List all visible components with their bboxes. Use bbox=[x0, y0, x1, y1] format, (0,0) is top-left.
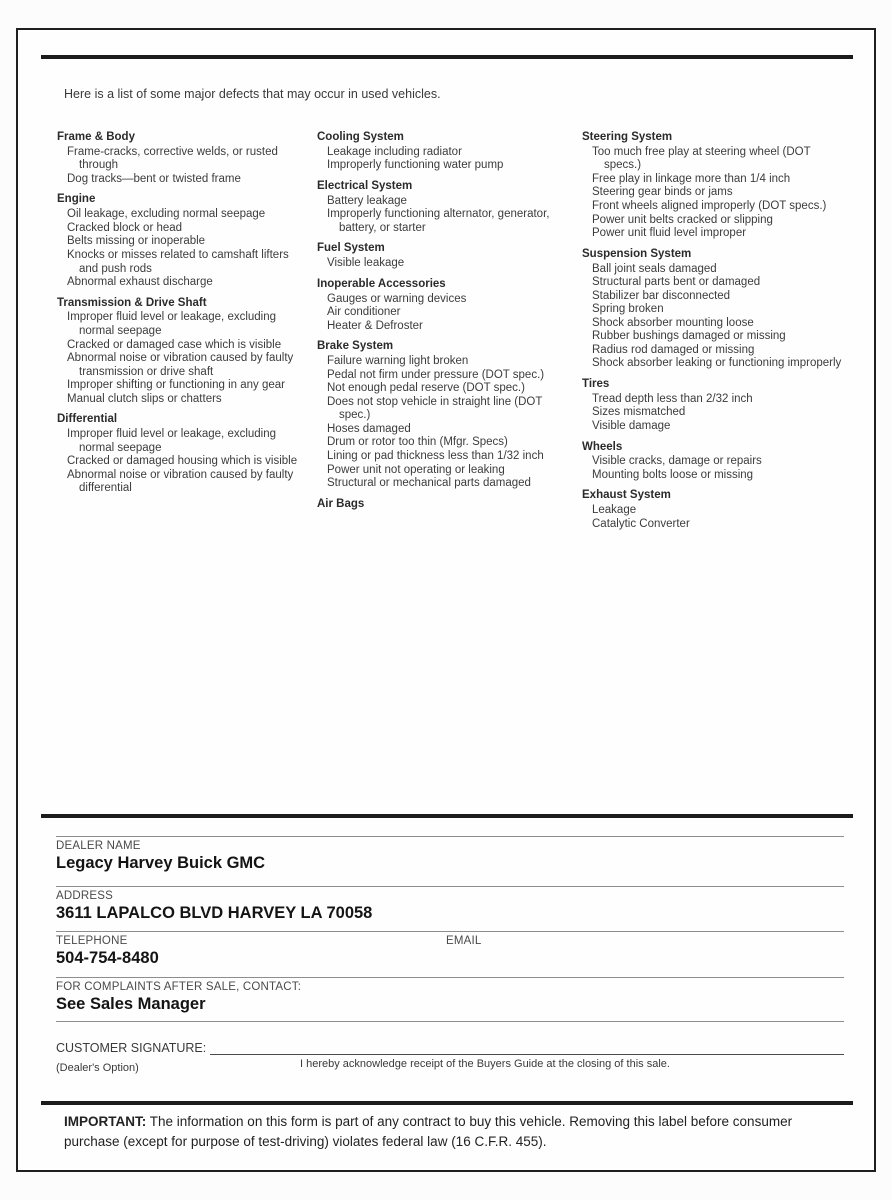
defect-item: Improper fluid level or leakage, excluding normal seepage bbox=[67, 428, 277, 454]
important-label: IMPORTANT: bbox=[64, 1114, 147, 1129]
defect-section-title: Differential bbox=[57, 413, 118, 426]
middle-divider-rule bbox=[41, 814, 853, 818]
defect-section-title: Fuel System bbox=[317, 242, 385, 255]
defect-item: Drum or rotor too thin (Mfgr. Specs) bbox=[327, 436, 508, 449]
complaints-value: See Sales Manager bbox=[56, 995, 206, 1013]
defect-item: Pedal not firm under pressure (DOT spec.) bbox=[327, 368, 545, 381]
defect-item: Hoses damaged bbox=[327, 422, 411, 435]
complaints-label: FOR COMPLAINTS AFTER SALE, CONTACT: bbox=[56, 981, 302, 993]
defect-item: Gauges or warning devices bbox=[327, 292, 467, 305]
defect-item: Ball joint seals damaged bbox=[592, 262, 717, 275]
dealer-info-form bbox=[56, 836, 844, 1022]
telephone-email-field bbox=[56, 931, 844, 977]
defect-item: Improperly functioning alternator, generator, battery, or starter bbox=[327, 208, 550, 234]
defect-item: Front wheels aligned improperly (DOT specs.) bbox=[592, 200, 827, 213]
defect-item: Spring broken bbox=[592, 303, 664, 316]
customer-signature-label: CUSTOMER SIGNATURE: bbox=[56, 1041, 207, 1055]
defect-item: Leakage including radiator bbox=[327, 145, 462, 158]
defect-item: Cracked or damaged case which is visible bbox=[67, 338, 282, 351]
defect-column bbox=[582, 131, 857, 538]
defect-section-title: Electrical System bbox=[317, 179, 413, 192]
defect-item: Belts missing or inoperable bbox=[67, 235, 206, 248]
customer-signature-block bbox=[56, 1040, 844, 1074]
complaints-contact-field bbox=[56, 977, 844, 1022]
email-label: EMAIL bbox=[446, 935, 482, 947]
defect-item: Improper fluid level or leakage, excluding normal seepage bbox=[67, 311, 277, 338]
defect-item: Abnormal noise or vibration caused by faulty transmission or drive shaft bbox=[67, 352, 294, 378]
defect-item: Structural parts bent or damaged bbox=[592, 276, 761, 289]
intro-text: Here is a list of some major defects that may occur in used vehicles. bbox=[64, 87, 441, 101]
defect-item: Cracked or damaged housing which is visible bbox=[67, 455, 298, 468]
defect-item: Improperly functioning water pump bbox=[327, 159, 504, 172]
dealers-option-label: (Dealer's Option) bbox=[56, 1062, 139, 1074]
defects-list bbox=[57, 131, 857, 538]
defect-item: Failure warning light broken bbox=[327, 355, 469, 368]
defect-item: Free play in linkage more than 1/4 inch bbox=[592, 172, 791, 185]
defect-section-title: Wheels bbox=[582, 440, 623, 453]
defect-section-title: Suspension System bbox=[582, 247, 692, 260]
defect-item: Sizes mismatched bbox=[592, 406, 686, 419]
defect-section bbox=[317, 131, 572, 173]
important-text: The information on this form is part of any contract to buy this vehicle. Removing this label before consumer purchase (except for purpose of test-driving) violates federal law (16 C.F.R. 455). bbox=[64, 1114, 793, 1149]
defect-item: Stabilizer bar disconnected bbox=[592, 289, 731, 302]
defect-section-title: Air Bags bbox=[317, 497, 365, 510]
defect-section bbox=[317, 498, 572, 512]
defect-section-title: Transmission & Drive Shaft bbox=[57, 296, 207, 309]
defect-item: Abnormal exhaust discharge bbox=[67, 276, 213, 289]
defect-item: Visible cracks, damage or repairs bbox=[592, 455, 762, 468]
defect-item: Tread depth less than 2/32 inch bbox=[592, 392, 753, 405]
defect-item: Dog tracks—bent or twisted frame bbox=[67, 172, 241, 185]
acknowledgment-text: I hereby acknowledge receipt of the Buyers Guide at the closing of this sale. bbox=[300, 1058, 670, 1070]
defect-section bbox=[57, 413, 307, 496]
defect-item: Rubber bushings damaged or missing bbox=[592, 330, 786, 343]
defect-item: Manual clutch slips or chatters bbox=[67, 392, 222, 405]
defect-section-title: Steering System bbox=[582, 131, 673, 143]
defect-section bbox=[582, 131, 847, 241]
defect-item: Lining or pad thickness less than 1/32 inch bbox=[327, 449, 544, 462]
address-field bbox=[56, 886, 844, 931]
defect-section bbox=[582, 489, 847, 531]
defect-section bbox=[582, 378, 847, 433]
defect-item: Power unit fluid level improper bbox=[592, 227, 747, 240]
dealer-name-value: Legacy Harvey Buick GMC bbox=[56, 854, 266, 872]
defect-item: Steering gear binds or jams bbox=[592, 186, 733, 199]
defect-item: Shock absorber leaking or functioning improperly bbox=[592, 357, 842, 370]
defect-section bbox=[317, 242, 572, 270]
defect-item: Air conditioner bbox=[327, 306, 401, 319]
dealer-name-field bbox=[56, 836, 844, 886]
defect-item: Battery leakage bbox=[327, 194, 407, 207]
defect-section bbox=[317, 180, 572, 235]
defect-item: Frame-cracks, corrective welds, or rusted through bbox=[67, 145, 278, 172]
defect-column bbox=[317, 131, 582, 538]
defect-item: Abnormal noise or vibration caused by faulty differential bbox=[67, 468, 294, 495]
defect-item: Visible leakage bbox=[327, 257, 405, 270]
defect-item: Shock absorber mounting loose bbox=[592, 316, 754, 329]
defect-section-title: Frame & Body bbox=[57, 131, 135, 143]
top-divider-rule bbox=[41, 55, 853, 59]
telephone-label: TELEPHONE bbox=[56, 935, 128, 947]
defect-section-title: Brake System bbox=[317, 340, 394, 353]
important-notice bbox=[64, 1112, 834, 1151]
defect-section-title: Inoperable Accessories bbox=[317, 277, 446, 290]
defect-item: Catalytic Converter bbox=[592, 517, 690, 530]
defect-section-title: Tires bbox=[582, 378, 610, 391]
address-label: ADDRESS bbox=[56, 890, 113, 902]
defect-item: Improper shifting or functioning in any gear bbox=[67, 379, 285, 392]
defect-section bbox=[57, 131, 307, 186]
bottom-divider-rule bbox=[41, 1101, 853, 1105]
defect-section-title: Exhaust System bbox=[582, 489, 671, 502]
telephone-value: 504-754-8480 bbox=[56, 949, 159, 967]
defect-section bbox=[57, 297, 307, 407]
defect-section-title: Engine bbox=[57, 193, 96, 206]
defect-section bbox=[317, 340, 572, 490]
signature-subrow bbox=[56, 1058, 844, 1074]
defect-section bbox=[582, 441, 847, 483]
address-value: 3611 LAPALCO BLVD HARVEY LA 70058 bbox=[56, 904, 373, 922]
defect-item: Not enough pedal reserve (DOT spec.) bbox=[327, 382, 525, 395]
defect-item: Visible damage bbox=[592, 419, 671, 432]
defect-section bbox=[57, 193, 307, 289]
defect-section bbox=[582, 248, 847, 371]
signature-row bbox=[56, 1040, 844, 1055]
defect-item: Cracked block or head bbox=[67, 221, 183, 234]
defect-item: Structural or mechanical parts damaged bbox=[327, 477, 531, 490]
defect-column bbox=[57, 131, 317, 538]
defect-item: Mounting bolts loose or missing bbox=[592, 468, 754, 481]
signature-line bbox=[210, 1040, 844, 1055]
defect-section-title: Cooling System bbox=[317, 131, 404, 143]
defect-section bbox=[317, 278, 572, 333]
dealer-name-label: DEALER NAME bbox=[56, 840, 141, 852]
defect-item: Too much free play at steering wheel (DOT specs.) bbox=[592, 145, 811, 172]
defect-item: Heater & Defroster bbox=[327, 319, 423, 332]
defect-item: Radius rod damaged or missing bbox=[592, 343, 755, 356]
defect-item: Does not stop vehicle in straight line (DOT spec.) bbox=[327, 395, 543, 422]
defect-item: Power unit belts cracked or slipping bbox=[592, 213, 773, 226]
defect-item: Knocks or misses related to camshaft lifters and push rods bbox=[67, 248, 289, 275]
defect-item: Power unit not operating or leaking bbox=[327, 463, 505, 476]
defect-item: Oil leakage, excluding normal seepage bbox=[67, 208, 266, 221]
defect-item: Leakage bbox=[592, 504, 637, 517]
